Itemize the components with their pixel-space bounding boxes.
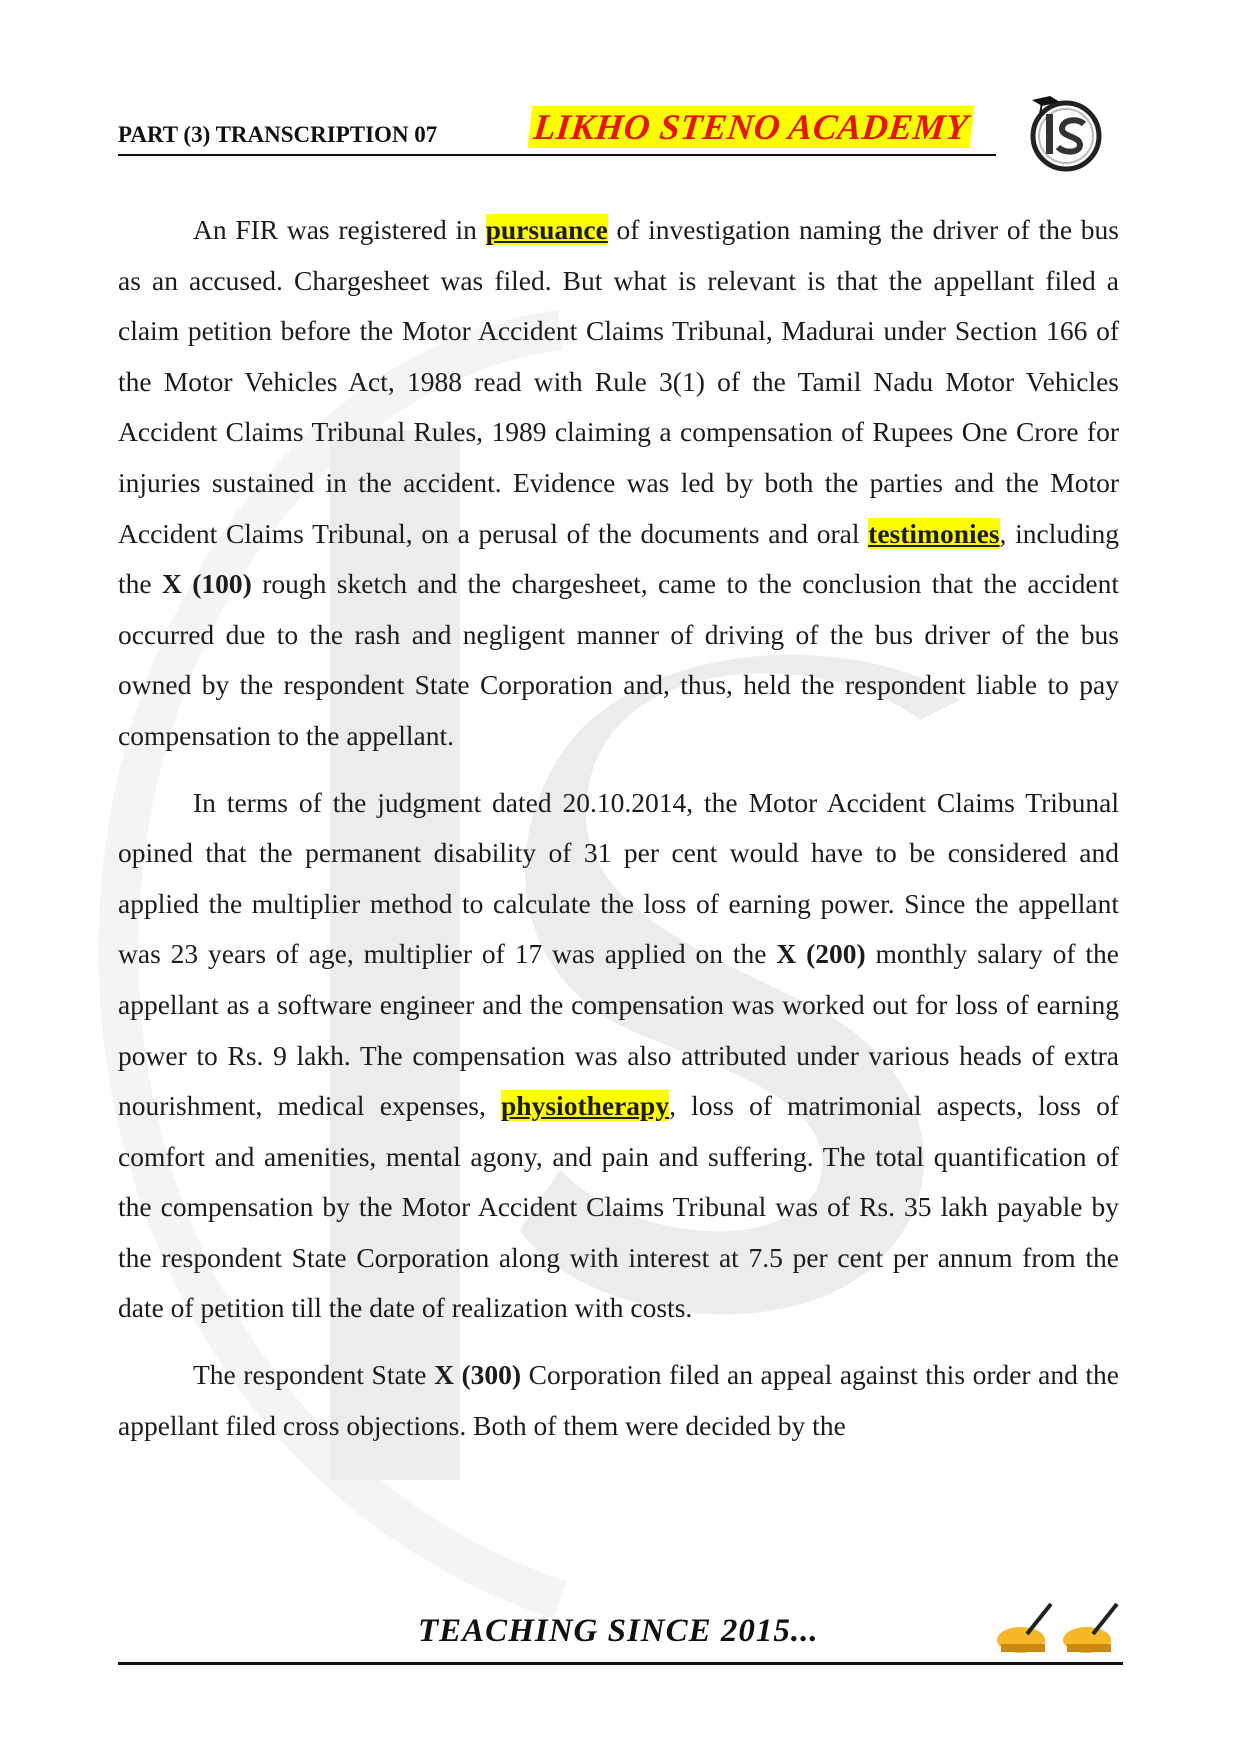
highlighted-word: physiotherapy xyxy=(501,1090,670,1122)
header-rule xyxy=(118,154,996,156)
word-count-marker: X (100) xyxy=(162,568,252,600)
transcription-body xyxy=(118,205,1119,1467)
footer-rule xyxy=(118,1662,1123,1665)
highlighted-word: testimonies xyxy=(868,517,1000,549)
footer-tagline: TEACHING SINCE 2015... xyxy=(418,1613,819,1649)
writing-hand-icon xyxy=(993,1600,1123,1656)
word-count-marker: X (300) xyxy=(434,1359,522,1391)
academy-logo-icon xyxy=(1010,92,1110,172)
paragraph-2: In terms of the judgment dated 20.10.2014, the Motor Accident Claims Tribunal opined that the permanent disability of 31 per cent would have to be considered and applied the multiplier method to calculate the loss of earning power. Since the appellant was 23 years of age, multiplier of 17 was applied on the X (200) monthly salary of the appellant as a software engineer and the compensation was worked out for loss of earning power to Rs. 9 lakh. The compensation was also attributed under various heads of extra nourishment, medical expenses, physiotherapy, loss of matrimonial aspects, loss of comfort and amenities, mental agony, and pain and suffering. The total quantification of the compensation by the Motor Accident Claims Tribunal was of Rs. 35 lakh payable by the respondent State Corporation along with interest at 7.5 per cent per annum from the date of petition till the date of realization with costs. xyxy=(118,786,1120,1324)
paragraph-1: An FIR was registered in pursuance of investigation naming the driver of the bus as an accused. Chargesheet was filed. But what is relevant is that the appellant filed a claim petition before the Motor Accident Claims Tribunal, Madurai under Section 166 of the Motor Vehicles Act, 1988 read with Rule 3(1) of the Tamil Nadu Motor Vehicles Accident Claims Tribunal Rules, 1989 claiming a compensation of Rupees One Crore for injuries sustained in the accident. Evidence was led by both the parties and the Motor Accident Claims Tribunal, on a perusal of the documents and oral testimonies, including the X (100) rough sketch and the chargesheet, came to the conclusion that the accident occurred due to the rash and negligent manner of driving of the bus driver of the bus owned by the respondent State Corporation and, thus, held the respondent liable to pay compensation to the appellant. xyxy=(118,214,1119,751)
part-title: PART (3) TRANSCRIPTION 07 xyxy=(118,122,438,147)
paragraph-3: The respondent State X (300) Corporation filed an appeal against this order and the appellant filed cross objections. Both of them were decided by the xyxy=(118,1359,1120,1441)
page-footer xyxy=(118,1600,1128,1670)
highlighted-word: pursuance xyxy=(485,214,608,245)
word-count-marker: X (200) xyxy=(776,938,866,970)
page-header xyxy=(118,92,1238,172)
academy-name-banner: LIKHO STENO ACADEMY xyxy=(528,106,974,148)
